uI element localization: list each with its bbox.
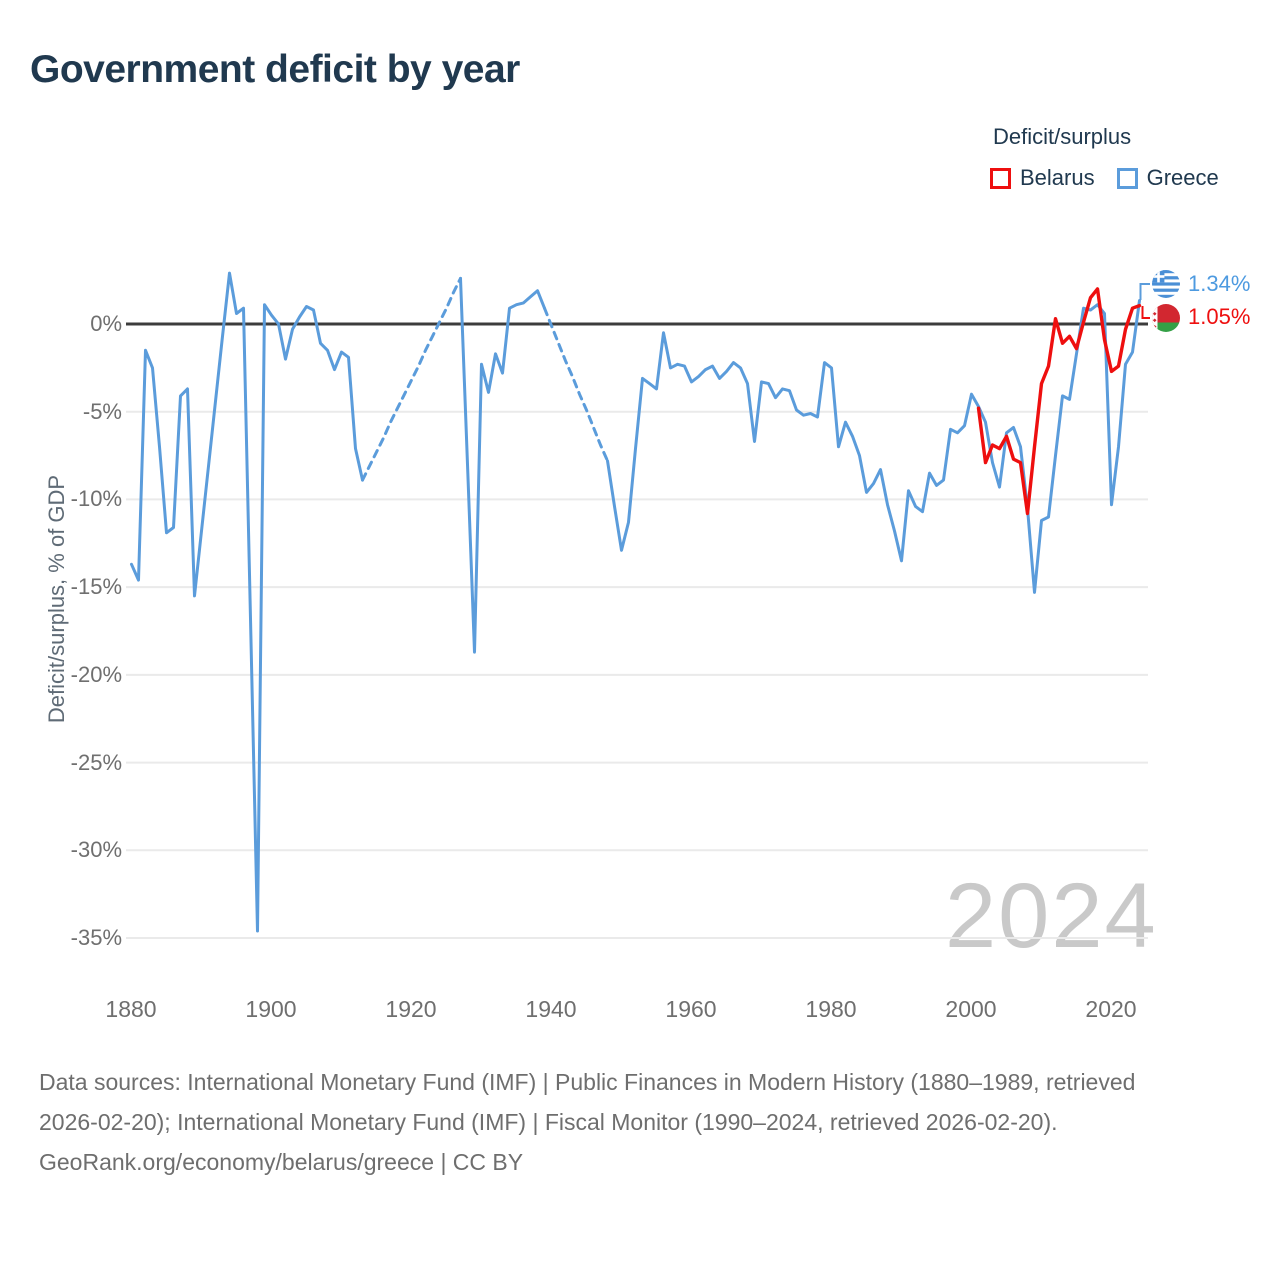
greece-end-value: 1.34% bbox=[1188, 271, 1251, 296]
greece-leader-line bbox=[1141, 284, 1151, 300]
x-tick-1880: 1880 bbox=[105, 996, 157, 1022]
greece-line bbox=[461, 278, 545, 652]
x-tick-1920: 1920 bbox=[385, 996, 437, 1022]
y-tick-m10: -10% bbox=[70, 486, 122, 511]
y-tick-m30: -30% bbox=[70, 837, 122, 862]
attribution-text: GeoRank.org/economy/belarus/greece | CC BY bbox=[39, 1149, 524, 1175]
x-tick-1940: 1940 bbox=[525, 996, 577, 1022]
x-tick-1960: 1960 bbox=[665, 996, 717, 1022]
belarus-end-value: 1.05% bbox=[1188, 304, 1251, 329]
y-tick-m25: -25% bbox=[70, 750, 122, 775]
x-tick-1900: 1900 bbox=[245, 996, 297, 1022]
data-sources-text: Data sources: International Monetary Fund (IMF) | Public Finances in Modern History (1880–1989, retrieved 2026-02-20); International Monetary Fund (IMF) | Fiscal Monitor (1990–2024, retrieved 2026-02-20). bbox=[39, 1069, 1136, 1135]
sources-block bbox=[39, 1062, 1179, 1182]
watermark-year: 2024 bbox=[945, 865, 1158, 967]
y-tick-m5: -5% bbox=[82, 399, 122, 424]
y-tick-m35: -35% bbox=[70, 925, 122, 950]
series-lines bbox=[132, 273, 1140, 931]
legend-item-greece[interactable]: Greece bbox=[1146, 165, 1219, 190]
greece-flag-icon bbox=[1152, 270, 1180, 298]
x-tick-1980: 1980 bbox=[805, 996, 857, 1022]
belarus-leader-line bbox=[1143, 306, 1151, 318]
legend-title: Deficit/surplus bbox=[993, 124, 1132, 149]
x-tick-2000: 2000 bbox=[945, 996, 997, 1022]
greece-line bbox=[608, 301, 1140, 593]
greece-line bbox=[132, 273, 363, 931]
greece-line-dashed bbox=[545, 308, 608, 461]
belarus-flag-icon bbox=[1152, 304, 1180, 332]
legend-item-belarus[interactable]: Belarus bbox=[1020, 165, 1095, 190]
greece-line-dashed bbox=[363, 278, 461, 480]
gridlines bbox=[126, 324, 1148, 938]
y-tick-m20: -20% bbox=[70, 662, 122, 687]
y-axis-title: Deficit/surplus, % of GDP bbox=[44, 474, 69, 724]
page-title: Government deficit by year bbox=[30, 48, 520, 91]
y-tick-m15: -15% bbox=[70, 574, 122, 599]
x-tick-2020: 2020 bbox=[1085, 996, 1137, 1022]
y-tick-0: 0% bbox=[90, 311, 122, 336]
